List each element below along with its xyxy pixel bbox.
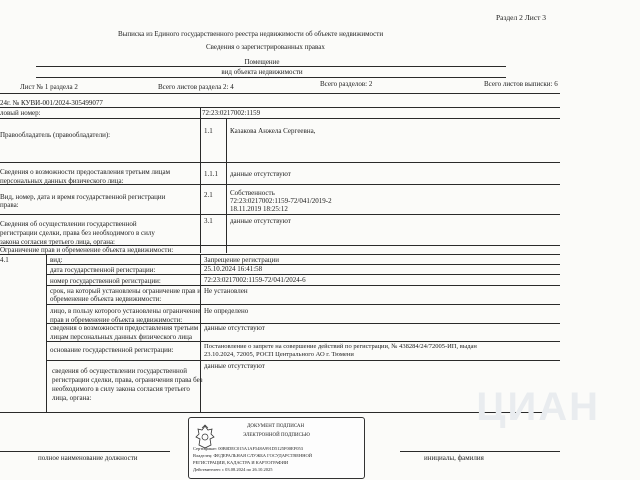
holder-num: 1.1	[204, 127, 213, 135]
divider	[0, 162, 560, 163]
restriction-person-label-2: прав и обременение объекта недвижимости:	[50, 316, 183, 324]
divider	[0, 107, 560, 108]
e-signature-stamp	[188, 417, 365, 479]
restriction-type-label: вид:	[50, 256, 63, 264]
section-sheet-label: Раздел 2 Лист 3	[496, 13, 547, 22]
total-sheets-extract: Всего листов выписки: 6	[484, 80, 558, 88]
restriction-term-label-1: срок, на который установлены ограничение прав и	[50, 287, 201, 295]
right-number: 72:23:0217002:1159-72/041/2019-2	[230, 197, 332, 205]
restriction-date-label: дата государственной регистрации:	[50, 266, 156, 274]
restriction-deal-label-3: необходимого в силу закона согласия третьего	[52, 385, 190, 393]
total-sections: Всего разделов: 2	[320, 80, 373, 88]
restriction-basis-label: основание государственной регистрации:	[50, 346, 174, 354]
restriction-deal-value: данные отсутствуют	[204, 362, 265, 370]
restriction-basis-value-1: Постановление о запрете на совершение действий по регистрации, № 438284/24/72005-ИП, выдан	[204, 343, 477, 350]
signature-line	[400, 451, 560, 452]
restriction-deal-label-1: сведения об осуществлении государственной	[52, 367, 188, 375]
deal-num: 3.1	[204, 217, 213, 225]
divider	[0, 214, 560, 215]
divider	[36, 66, 506, 67]
restriction-deal-label-2: регистрации сделки, права, ограничения права без	[52, 376, 203, 384]
restriction-third-label-1: сведения о возможности предоставления третьим	[50, 324, 199, 332]
document-subtitle: Сведения о зарегистрированных правах	[206, 43, 325, 51]
divider	[0, 184, 560, 185]
restriction-heading: Ограничение прав и обременение объекта недвижимости:	[0, 246, 174, 254]
divider	[46, 360, 560, 361]
restriction-third-value: данные отсутствуют	[204, 324, 265, 332]
name-label: инициалы, фамилия	[424, 454, 484, 462]
restriction-term-value: Не установлен	[204, 287, 248, 295]
stamp-line-5: РЕГИСТРАЦИИ, КАДАСТРА И КАРТОГРАФИИ	[193, 460, 289, 465]
divider	[46, 304, 560, 305]
watermark: ЦИАН	[476, 385, 600, 429]
third-party-num: 1.1.1	[204, 170, 218, 178]
third-party-value: данные отсутствуют	[230, 170, 291, 178]
restriction-basis-value-2: 23.10.2024, 72005, РОСП Центрального АО г. Тюмени	[204, 351, 354, 358]
column-divider	[200, 107, 201, 253]
restriction-third-label-2: лицам персональных данных физического лица	[50, 333, 192, 341]
restriction-date-value: 25.10.2024 16:41:58	[204, 265, 263, 273]
deal-value: данные отсутствуют	[230, 217, 291, 225]
restriction-type-value: Запрещение регистрации	[204, 256, 280, 264]
stamp-line-3: Сертификат: 00B0DEC015A1AF548A991D5125F00EF053	[193, 446, 304, 451]
deal-label-1: Сведения об осуществлении государственной	[0, 220, 137, 228]
restriction-number-label: номер государственной регистрации:	[50, 277, 161, 285]
divider	[36, 77, 506, 78]
object-type-value: Помещение	[244, 58, 280, 66]
deal-label-2: регистрации сделки, права без необходимого в силу	[0, 229, 155, 237]
right-label-1: Вид, номер, дата и время государственной регистрации	[0, 193, 166, 201]
restriction-person-value: Не определено	[204, 307, 249, 315]
divider	[46, 341, 560, 342]
column-divider	[200, 254, 201, 412]
divider	[0, 118, 560, 119]
sheet-number: Лист № 1 раздела 2	[20, 83, 78, 91]
restriction-num: 4.1	[0, 256, 9, 264]
document-title: Выписка из Единого государственного реестра недвижимости об объекте недвижимости	[118, 30, 384, 38]
stamp-line-6: Действителен: с 03.08.2024 по 26.10.2025	[193, 467, 273, 472]
third-party-label-1: Сведения о возможности предоставления третьим лицам	[0, 168, 171, 176]
cadastral-number-label: ловый номер:	[0, 109, 41, 117]
position-label: полное наименование должности	[38, 454, 138, 462]
third-party-label-2: персональных данных физического лица:	[0, 177, 124, 185]
stamp-line-2: ЭЛЕКТРОННОЙ ПОДПИСЬЮ	[243, 433, 310, 438]
divider	[0, 254, 560, 255]
total-sheets-section: Всего листов раздела 2: 4	[158, 83, 234, 91]
right-date: 18.11.2019 18:25:12	[230, 205, 288, 213]
divider	[0, 93, 560, 94]
divider	[46, 285, 560, 286]
holder-value: Казакова Анжела Сергеевна,	[230, 127, 316, 135]
divider	[46, 264, 560, 265]
right-type: Собственность	[230, 189, 275, 197]
stamp-line-1: ДОКУМЕНТ ПОДПИСАН	[247, 424, 305, 429]
stamp-line-4: Владелец: ФЕДЕРАЛЬНАЯ СЛУЖБА ГОСУДАРСТВЕННОЙ	[193, 453, 313, 458]
object-type-label: вид объекта недвижимости	[221, 68, 303, 76]
document-number: 24г. № КУВИ-001/2024-305499077	[0, 99, 103, 107]
restriction-person-label-1: лицо, в пользу которого установлены ограничение	[50, 307, 201, 315]
deal-label-3: закона согласия третьего лица, органа:	[0, 238, 115, 246]
restriction-number-value: 72:23:0217002:1159-72/041/2024-6	[204, 276, 306, 284]
column-divider	[46, 254, 47, 412]
restriction-deal-label-4: лица, органа:	[52, 394, 92, 402]
restriction-term-label-2: обременение объекта недвижимости:	[50, 295, 162, 303]
column-divider	[226, 118, 227, 253]
signature-line	[0, 451, 170, 452]
cadastral-number-value: 72:23:0217002:1159	[202, 109, 261, 117]
right-label-2: права:	[0, 201, 19, 209]
divider	[46, 274, 560, 275]
holder-label: Правообладатель (правообладатели):	[0, 131, 111, 139]
right-num: 2.1	[204, 191, 213, 199]
